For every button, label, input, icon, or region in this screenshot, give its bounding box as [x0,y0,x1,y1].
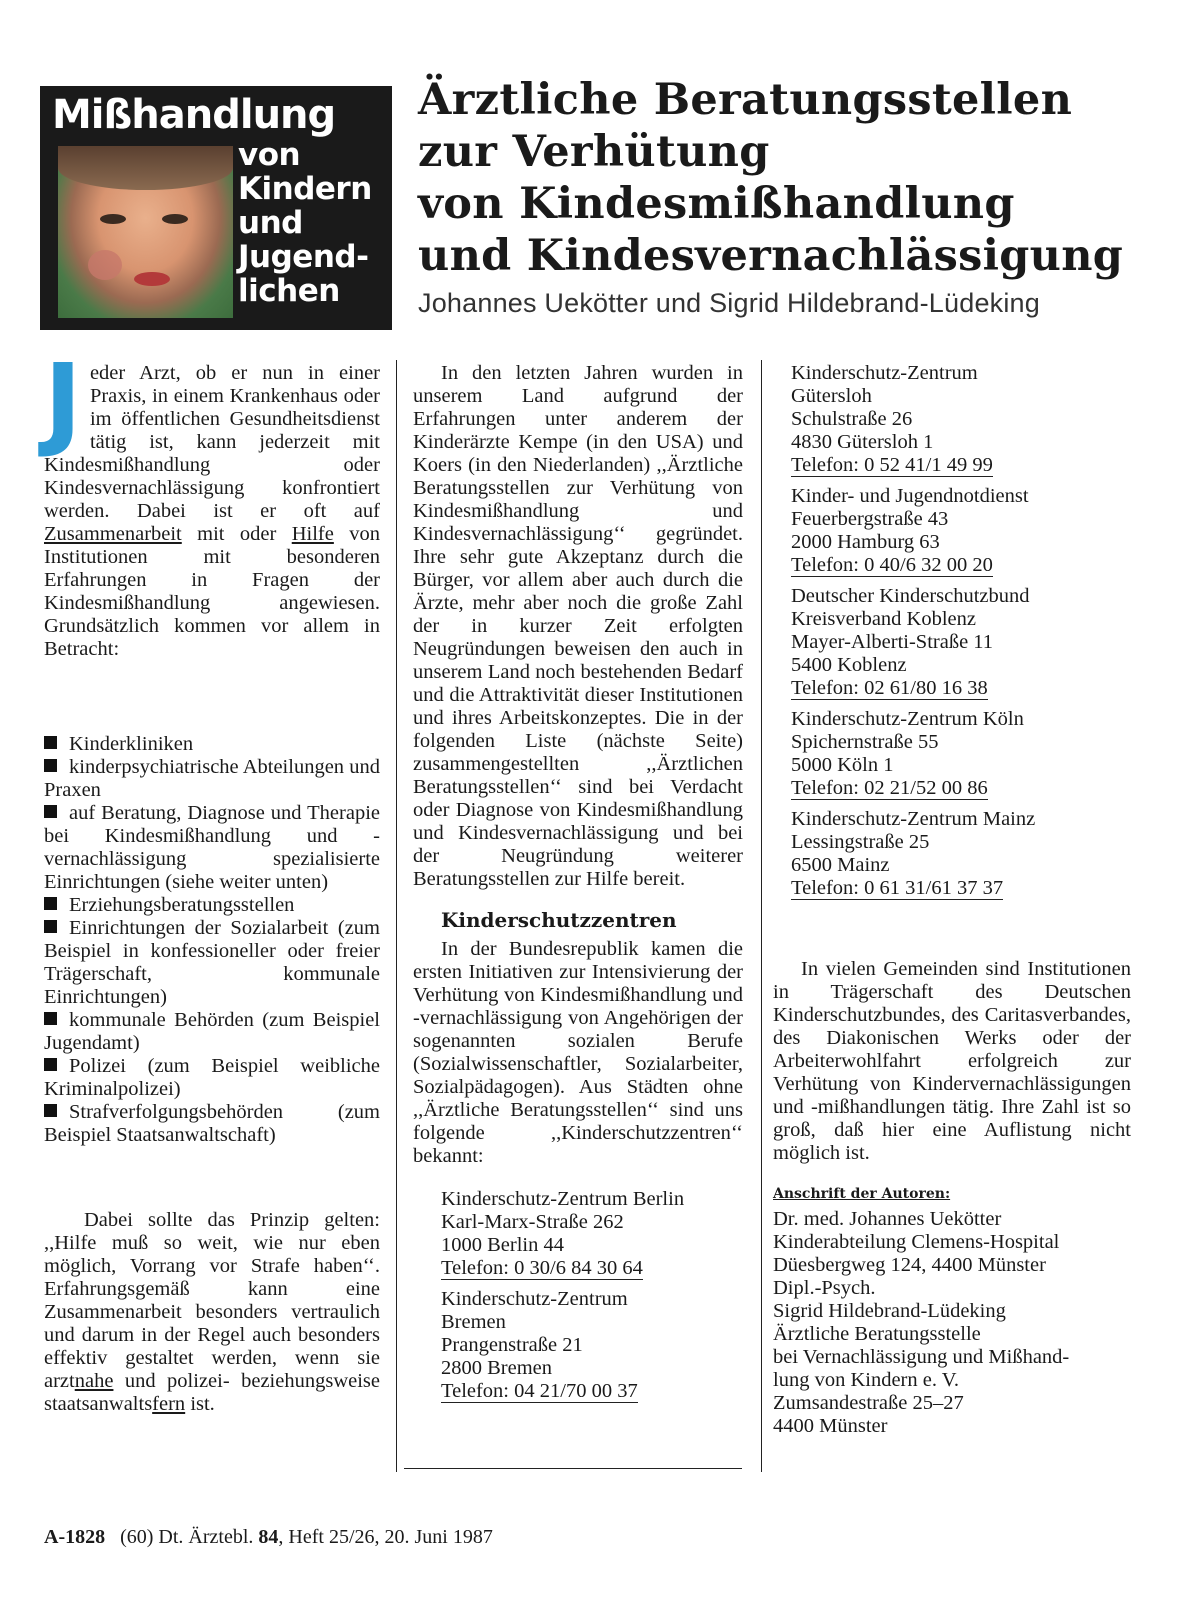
drop-cap: J [44,342,82,461]
list-item: Kinderkliniken [44,733,380,756]
article-title [418,74,1158,282]
logo-line: lichen [238,273,340,309]
phone-number: Telefon: 0 52 41/1 49 99 [791,454,993,476]
logo-line: von [238,137,301,173]
list-item: kinderpsychiatrische Abteilungen und Praxen [44,756,380,801]
address-hamburg: Kinder- und Jugendnotdienst Feuerbergstraße 43 2000 Hamburg 63 Telefon: 0 40/6 32 00 20 [791,485,1029,576]
address-koblenz: Deutscher Kinderschutzbund Kreisverband Koblenz Mayer-Alberti-Straße 11 5400 Koblenz Telefon: 02 61/80 16 38 [791,585,1030,699]
logo-block [40,86,392,330]
list-item: Strafverfolgungsbehörden (zum Beispiel Staatsanwaltschaft) [44,1101,380,1146]
list-item: Polizei (zum Beispiel weibliche Kriminalpolizei) [44,1055,380,1100]
logo-side-text [238,138,372,308]
column-divider [396,360,397,1472]
paragraph: In vielen Gemeinden sind Institutionen in Trägerschaft des Deutschen Kinderschutzbundes, des Caritasverbandes, des Diakonischen Werks oder der Arbeiterwohlfahrt erfolgreich zur Verhütung von Kindervernachlässigungen und -mißhandlungen tätig. Ihre Zahl ist so groß, daß hier eine Auflistung nicht möglich ist. [773,958,1131,1164]
page-number: A-1828 [44,1526,106,1548]
list-item: auf Beratung, Diagnose und Therapie bei Kindesmißhandlung und -vernachlässigung spezialisierte Einrichtungen (siehe weiter unten) [44,802,380,893]
list-item: kommunale Behörden (zum Beispiel Jugendamt) [44,1009,380,1054]
logo-headline: Mißhandlung [52,92,336,138]
column-divider [761,360,762,1472]
intro-paragraph: Jeder Arzt, ob er nun in einer Praxis, in einem Krankenhaus oder im öffentlichen Gesundheitsdienst tätig ist, kann jederzeit mit Kindesmißhandlung oder Kindesvernachlässigung konfrontiert werden. Dabei ist er oft auf Zusammenarbeit mit oder Hilfe von Institutionen mit besonderen Erfahrungen in Fragen der Kindesmißhandlung angewiesen. Grundsätzlich kommen vor allem in Betracht: [44,342,381,660]
title-line: Ärztliche Beratungsstellen [418,75,1073,125]
logo-line: und [238,205,303,241]
subheading: Kinderschutzzentren [441,908,677,932]
authors-address: Dr. med. Johannes Uekötter Kinderabteilung Clemens-Hospital Düesbergweg 124, 4400 Münster Dipl.-Psych. Sigrid Hildebrand-Lüdeking Ärztliche Beratungsstelle bei Vernachlässigung und Mißhand- lung von Kindern e. V. Zumsandestraße 25–27 4400 Münster [773,1208,1070,1437]
logo-line: Jugend- [238,239,369,275]
title-line: und Kindesvernachlässigung [418,231,1124,281]
address-guetersloh: Kinderschutz-Zentrum Gütersloh Schulstraße 26 4830 Gütersloh 1 Telefon: 0 52 41/1 49 99 [791,362,993,476]
article-authors: Johannes Uekötter und Sigrid Hildebrand-Lüdeking [418,288,1040,318]
column-3-lower [773,958,1131,1438]
phone-number: Telefon: 02 61/80 16 38 [791,677,988,699]
authors-address-heading: Anschrift der Autoren: [773,1186,951,1202]
list-item: Einrichtungen der Sozialarbeit (zum Beispiel in konfessioneller oder freier Trägerschaft, kommunale Einrichtungen) [44,917,380,1008]
phone-number: Telefon: 04 21/70 00 37 [441,1380,638,1402]
column-3 [773,362,1131,900]
title-line: zur Verhütung [418,127,770,177]
page-footer: A-1828 (60) Dt. Ärztebl. 84, Heft 25/26, 20. Juni 1987 [44,1526,493,1548]
paragraph: In der Bundesrepublik kamen die ersten Initiativen zur Intensivierung der Verhütung von Kindesmißhandlung und -vernachlässigung von Angehörigen der sogenannten sozialen Berufe (Sozialwissenschaftler, Sozialarbeiter, Sozialpädagogen). Aus Städten ohne ,,Ärztliche Beratungsstellen‘‘ sind uns folgende ,,Kinderschutzzentren‘‘ bekannt: [413,938,743,1167]
address-mainz: Kinderschutz-Zentrum Mainz Lessingstraße 25 6500 Mainz Telefon: 0 61 31/61 37 37 [791,808,1036,899]
paragraph: In den letzten Jahren wurden in unserem Land aufgrund der Erfahrungen unter anderem der Kinderärzte Kempe (in den USA) und Koers (in den Niederlanden) ,,Ärztliche Beratungsstellen zur Verhütung von Kindesmißhandlung und Kindesvernachlässigung‘‘ gegründet. Ihre sehr gute Akzeptanz durch die Bürger, vor allem aber auch durch die Ärzte, mehr aber noch die große Zahl der in kurzer Zeit erfolgten Neugründungen beweisen den auch in unserem Land noch bestehenden Bedarf und die Attraktivität dieser Institutionen und ihres Arbeitskonzeptes. Die in der folgenden Liste (nächste Seite) zusammengestellten ,,Ärztlichen Beratungsstellen‘‘ sind bei Verdacht oder Diagnose von Kindesmißhandlung und Kindesvernachlässigung und bei der Neugründung weiterer Beratungsstellen zur Hilfe bereit. [413,362,743,890]
address-koeln: Kinderschutz-Zentrum Köln Spichernstraße 55 5000 Köln 1 Telefon: 02 21/52 00 86 [791,708,1024,799]
list-item: Erziehungsberatungsstellen [44,894,380,917]
column-2 [413,362,743,1403]
closing-paragraph: Dabei sollte das Prinzip gelten: ,,Hilfe muß so weit, wie nur eben möglich, Vorrang vor Strafe haben‘‘. Erfahrungsgemäß kann eine Zusammenarbeit besonders vertraulich und darum in der Regel auch besonders effektiv gestaltet werden, wenn sie arztnahe und polizei- beziehungsweise staatsanwaltsfern ist. [44,1209,380,1415]
column-1 [44,342,381,1416]
phone-number: Telefon: 02 21/52 00 86 [791,777,988,799]
phone-number: Telefon: 0 61 31/61 37 37 [791,877,1004,899]
phone-number: Telefon: 0 40/6 32 00 20 [791,554,993,576]
phone-number: Telefon: 0 30/6 84 30 64 [441,1257,643,1279]
institution-list [44,733,380,1147]
address-bremen: Kinderschutz-Zentrum Bremen Prangenstraße 21 2800 Bremen Telefon: 04 21/70 00 37 [441,1288,638,1402]
column-end-rule [404,1468,742,1469]
title-line: von Kindesmißhandlung [418,179,1015,229]
address-berlin: Kinderschutz-Zentrum Berlin Karl-Marx-Straße 262 1000 Berlin 44 Telefon: 0 30/6 84 30 64 [441,1188,685,1279]
child-photo [58,146,233,318]
logo-line: Kindern [238,171,372,207]
